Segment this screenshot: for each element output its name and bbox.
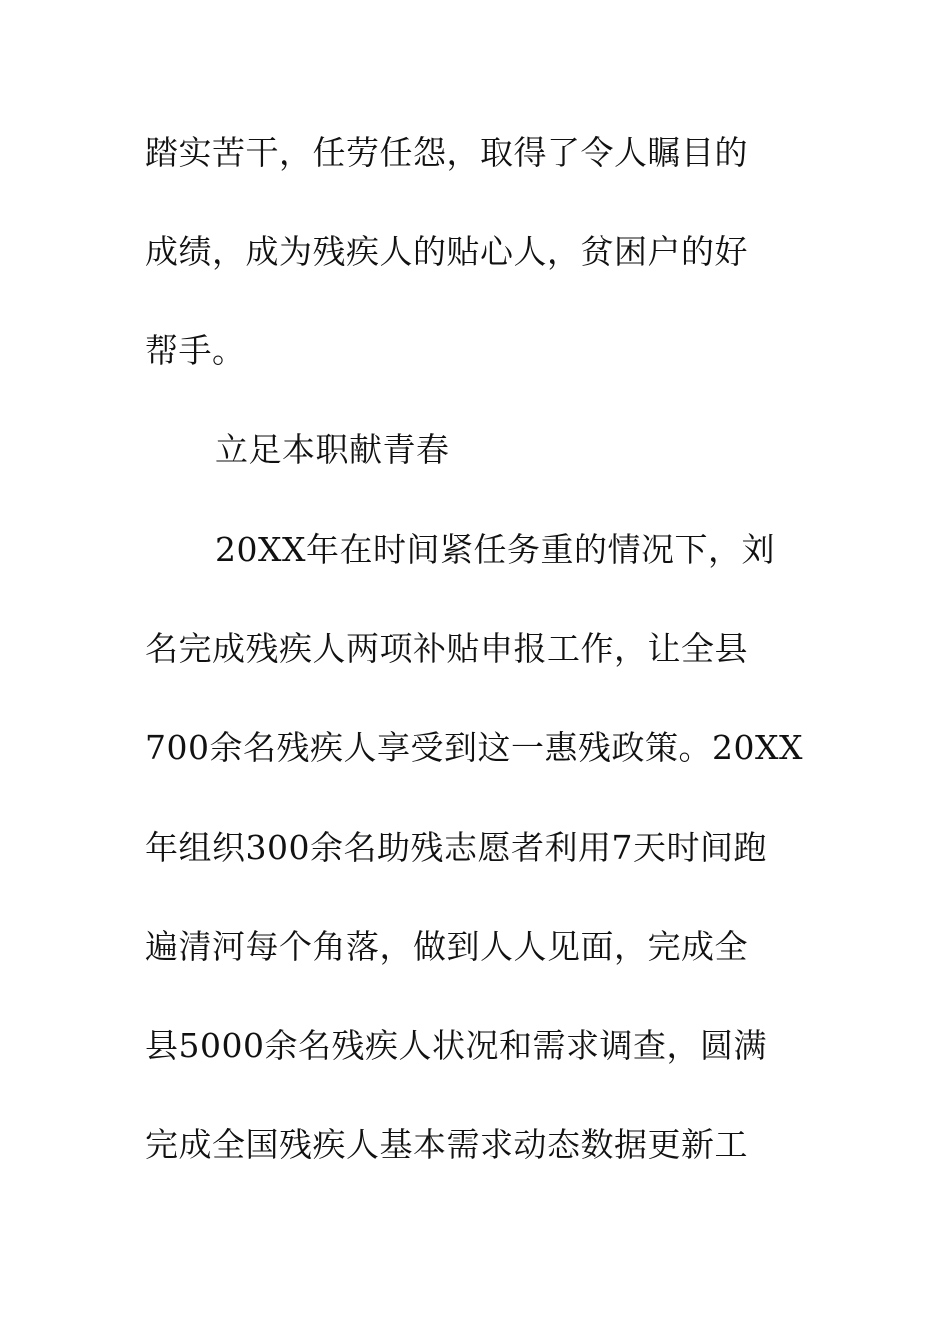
- text-line-2: 成绩，成为残疾人的贴心人，贫困户的好: [145, 232, 748, 271]
- text-line-8: 年组织300余名助残志愿者利用7天时间跑: [145, 828, 767, 867]
- text-line-11: 完成全国残疾人基本需求动态数据更新工: [145, 1125, 748, 1164]
- text-line-9: 遍清河每个角落，做到人人见面，完成全: [145, 927, 748, 966]
- text-line-6: 名完成残疾人两项补贴申报工作，让全县: [145, 629, 748, 668]
- text-line-1: 踏实苦干，任劳任怨，取得了令人瞩目的: [145, 133, 748, 172]
- section-heading: 立足本职献青春: [215, 430, 450, 469]
- text-line-10: 县5000余名残疾人状况和需求调查，圆满: [145, 1026, 767, 1065]
- text-line-7: 700余名残疾人享受到这一惠残政策。20XX: [145, 728, 803, 767]
- text-line-5: 20XX年在时间紧任务重的情况下，刘: [215, 530, 775, 569]
- text-line-3: 帮手。: [145, 331, 246, 370]
